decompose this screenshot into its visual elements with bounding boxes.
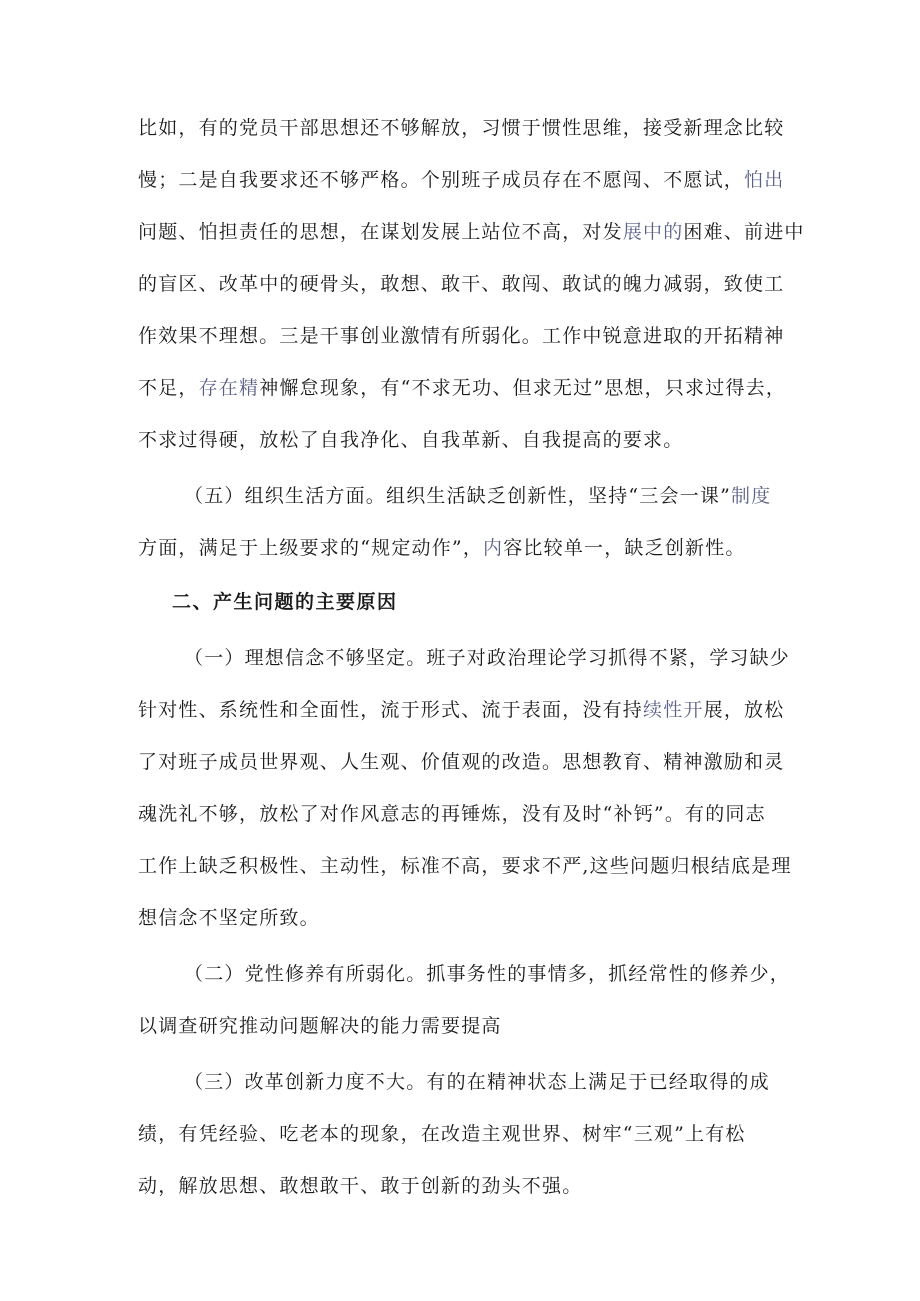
paragraph-line <box>138 1174 582 1198</box>
text-run: （三）改革创新力度不大。有的在精神状态上满足于已经取得的成 <box>184 1071 770 1093</box>
paragraph-line <box>138 536 746 560</box>
paragraph-line <box>138 1014 502 1038</box>
text-run: 展，放松 <box>703 699 785 721</box>
paragraph-line <box>138 802 766 826</box>
text-run: 怕出 <box>744 169 785 191</box>
paragraph-line <box>138 376 786 400</box>
text-run: 的盲区、改革中的硬骨头，敢想、敢干、敢闯、敢试的魄力减弱，致使工 <box>138 273 785 295</box>
paragraph-line <box>184 646 790 670</box>
text-run: 续性开 <box>643 699 704 721</box>
paragraph-line <box>184 962 790 986</box>
text-run: 慢；二是自我要求还不够严格。个别班子成员存在不愿闯、不愿试， <box>138 169 745 191</box>
text-run: 魂洗礼不够，放松了对作风意志的再锤炼，没有及时“补钙”。有的同志 <box>138 803 766 825</box>
text-run: 神懈怠现象，有“不求无功、但求无过”思想，只求过得去， <box>259 377 787 399</box>
paragraph-line <box>138 906 320 930</box>
text-run: 比如，有的党员干部思想还不够解放，习惯于惯性思维，接受新理念比较 <box>138 117 785 139</box>
text-run: 不求过得硬，放松了自我净化、自我革新、自我提高的要求。 <box>138 429 684 451</box>
text-run: 作效果不理想。三是干事创业激情有所弱化。工作中锐意进取的开拓精神 <box>138 325 785 347</box>
text-run: 困难、前进中 <box>683 221 805 243</box>
text-run: 制度 <box>731 485 772 507</box>
text-run: 内 <box>483 537 504 559</box>
text-run: （二）党性修养有所弱化。抓事务性的事情多，抓经常性的修养少， <box>184 963 791 985</box>
paragraph-line <box>138 750 784 774</box>
text-run: 想信念不坚定所致。 <box>138 907 320 929</box>
paragraph-line <box>138 324 784 348</box>
text-run: 以调查研究推动问题解决的能力需要提高 <box>138 1015 502 1037</box>
text-run: 容比较单一，缺乏创新性。 <box>503 537 746 559</box>
text-run: 展中的 <box>622 221 684 243</box>
paragraph-line <box>184 484 771 508</box>
section-heading: 二、产生问题的主要原因 <box>172 591 398 613</box>
text-run: 工作上缺乏积极性、主动性，标准不高，要求不严,这些问题归根结底是理 <box>138 855 792 877</box>
text-run: 方面，满足于上级要求的“规定动作”， <box>138 537 484 559</box>
paragraph-line <box>138 428 683 452</box>
text-run: 问题、怕担责任的思想，在谋划发展上站位不高，对发 <box>138 221 623 243</box>
paragraph-line <box>138 116 784 140</box>
text-run: （一）理想信念不够坚定。班子对政治理论学习抓得不紧，学习缺少 <box>184 647 791 669</box>
text-run: 针对性、系统性和全面性，流于形式、流于表面，没有持 <box>138 699 644 721</box>
paragraph-line <box>138 220 805 244</box>
paragraph-line <box>138 168 784 192</box>
text-run: 不足， <box>138 377 199 399</box>
paragraph-line <box>184 1070 770 1094</box>
text-run: 动，解放思想、敢想敢干、敢于创新的劲头不强。 <box>138 1175 583 1197</box>
paragraph-line <box>138 272 784 296</box>
text-run: （五）组织生活方面。组织生活缺乏创新性，坚持“三会一课” <box>184 485 732 507</box>
paragraph-line <box>138 698 784 722</box>
text-run: 绩，有凭经验、吃老本的现象，在改造主观世界、树牢“三观”上有松 <box>138 1123 746 1145</box>
text-run: 了对班子成员世界观、人生观、价值观的改造。思想教育、精神激励和灵 <box>138 751 785 773</box>
text-run: 存在精 <box>198 377 260 399</box>
paragraph-line <box>138 854 792 878</box>
paragraph-line <box>138 1122 746 1146</box>
